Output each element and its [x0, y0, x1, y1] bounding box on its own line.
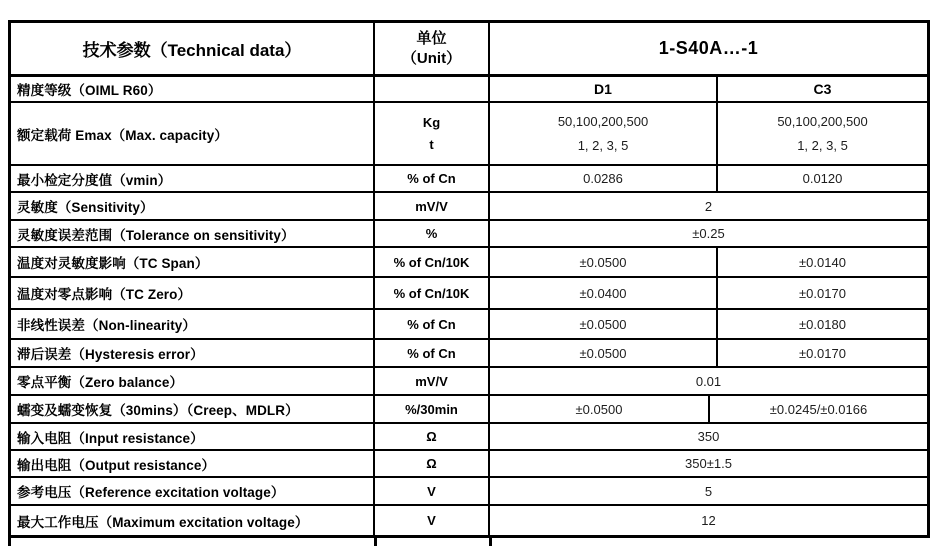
header-model-number: 1-S40A…-1 — [658, 38, 759, 58]
tolerance-unit: % — [375, 221, 490, 246]
tc-span-d1: ±0.0500 — [490, 248, 718, 276]
sensitivity-value: 2 — [704, 198, 713, 214]
header-unit-cn: 单位 — [416, 29, 447, 47]
tc-zero-c3: ±0.0170 — [799, 285, 846, 301]
row-sensitivity — [11, 193, 927, 221]
reference-voltage-label: 参考电压（Reference excitation voltage） — [11, 478, 375, 504]
row-max-voltage — [11, 506, 927, 535]
tc-zero-label: 温度对零点影响（TC Zero） — [11, 278, 375, 308]
input-resistance-label: 输入电阻（Input resistance） — [11, 424, 375, 449]
creep-unit: %/30min — [375, 396, 490, 422]
reference-voltage-unit: V — [375, 478, 490, 504]
row-output-resistance — [11, 451, 927, 478]
row-creep — [11, 396, 927, 424]
tolerance-value: ±0.25 — [692, 226, 725, 241]
header-technical-data: 技术参数（Technical data） — [11, 23, 375, 74]
max-voltage-value: 12 — [701, 513, 716, 528]
tc-span-label: 温度对灵敏度影响（TC Span） — [11, 248, 375, 276]
next-row-border-stub — [374, 538, 377, 546]
vmin-label: 最小检定分度值（vmin） — [11, 166, 375, 191]
header-unit-en: （Unit） — [401, 49, 462, 67]
vmin-c3: 0.0120 — [802, 171, 843, 186]
sensitivity-label: 灵敏度（Sensitivity） — [11, 193, 375, 219]
max-capacity-c3-t: 1, 2, 3, 5 — [797, 137, 848, 153]
output-resistance-unit: Ω — [375, 451, 490, 476]
unit-kg: Kg — [422, 114, 441, 130]
nonlinearity-d1: ±0.0500 — [490, 310, 718, 338]
tolerance-label: 灵敏度误差范围（Tolerance on sensitivity） — [11, 221, 375, 246]
output-resistance-value: 350±1.5 — [685, 456, 732, 471]
row-tolerance-sensitivity — [11, 221, 927, 248]
hysteresis-label: 滞后误差（Hysteresis error） — [11, 340, 375, 366]
nonlinearity-unit: % of Cn — [375, 310, 490, 338]
output-resistance-label: 输出电阻（Output resistance） — [11, 451, 375, 476]
row-zero-balance — [11, 368, 927, 396]
row-nonlinearity — [11, 310, 927, 340]
unit-t: t — [429, 136, 434, 152]
creep-c3: ±0.0245/±0.0166 — [769, 401, 868, 417]
input-resistance-unit: Ω — [375, 424, 490, 449]
row-tc-zero — [11, 278, 927, 310]
zero-balance-label: 零点平衡（Zero balance） — [11, 368, 375, 394]
row-tc-span — [11, 248, 927, 278]
max-capacity-d1-kg: 50,100,200,500 — [557, 113, 649, 129]
column-header-d1: D1 — [490, 77, 718, 101]
input-resistance-value: 350 — [697, 429, 720, 444]
zero-balance-unit: mV/V — [375, 368, 490, 394]
max-voltage-unit: V — [375, 506, 490, 535]
column-header-c3: C3 — [813, 81, 832, 97]
tc-span-c3: ±0.0140 — [799, 254, 846, 270]
row-vmin — [11, 166, 927, 193]
vmin-unit: % of Cn — [375, 166, 490, 191]
max-capacity-unit — [375, 103, 490, 164]
hysteresis-c3: ±0.0170 — [799, 345, 846, 361]
nonlinearity-c3: ±0.0180 — [799, 316, 846, 332]
max-capacity-label: 额定载荷 Emax（Max. capacity） — [11, 103, 375, 164]
max-capacity-c3 — [718, 103, 927, 164]
row-input-resistance — [11, 424, 927, 451]
sensitivity-unit: mV/V — [375, 193, 490, 219]
next-row-border-stub — [8, 538, 11, 546]
nonlinearity-label: 非线性误差（Non-linearity） — [11, 310, 375, 338]
max-capacity-d1 — [490, 103, 718, 164]
creep-label: 蠕变及蠕变恢复（30mins）（Creep、MDLR） — [11, 396, 375, 422]
accuracy-grade-label: 精度等级（OIML R60） — [11, 77, 375, 101]
reference-voltage-value: 5 — [704, 483, 713, 499]
next-row-border-stub — [489, 538, 492, 546]
technical-data-table — [8, 20, 930, 538]
hysteresis-d1: ±0.0500 — [490, 340, 718, 366]
row-accuracy-grade — [11, 77, 927, 103]
tc-zero-d1: ±0.0400 — [490, 278, 718, 308]
max-capacity-c3-kg: 50,100,200,500 — [777, 113, 868, 129]
row-hysteresis — [11, 340, 927, 368]
tc-zero-unit: % of Cn/10K — [375, 278, 490, 308]
vmin-d1: 0.0286 — [490, 166, 718, 191]
zero-balance-value: 0.01 — [695, 373, 722, 389]
row-reference-voltage — [11, 478, 927, 506]
accuracy-grade-unit — [375, 77, 490, 101]
hysteresis-unit: % of Cn — [375, 340, 490, 366]
tc-span-unit: % of Cn/10K — [375, 248, 490, 276]
max-capacity-d1-t: 1, 2, 3, 5 — [577, 137, 629, 153]
creep-d1: ±0.0500 — [490, 396, 710, 422]
header-unit — [375, 23, 490, 74]
table-header-row — [11, 23, 927, 77]
max-voltage-label: 最大工作电压（Maximum excitation voltage） — [11, 506, 375, 535]
row-max-capacity — [11, 103, 927, 166]
